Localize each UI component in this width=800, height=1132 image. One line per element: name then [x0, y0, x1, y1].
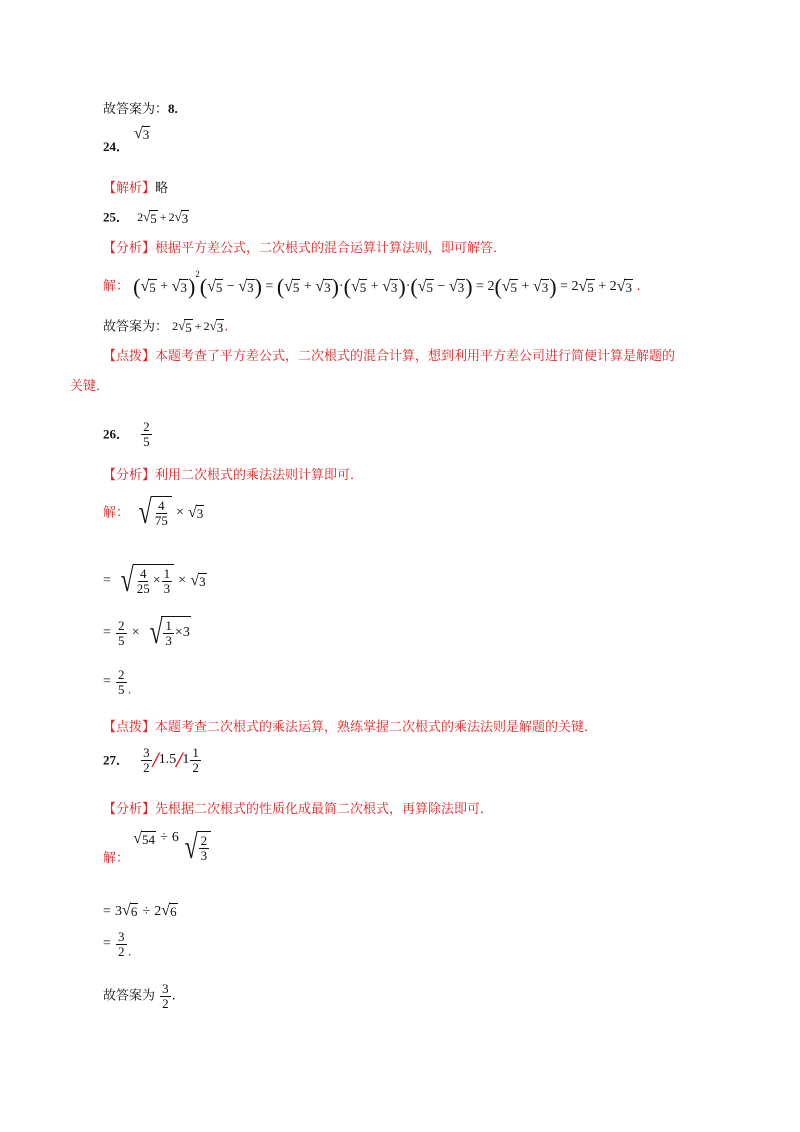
comment-25 — [103, 350, 675, 363]
answer-prefix: 故答案为： — [103, 102, 169, 117]
comment-text: 本题考查了平方差公式，二次根式的混合计算，想到利用平方差公司进行简便计算是解题的 — [155, 349, 676, 364]
solution-label: 解： — [103, 279, 130, 295]
problem-24-answer: √ 3 — [134, 125, 150, 142]
answer-line-25: 故答案为： 2 √ 5 + 2 √ 3 . — [103, 318, 229, 335]
problem-25-header — [103, 210, 189, 227]
solution-expression: ( √ 5 + √ 3 )$^2$( √ 5 − √ 3 ) = ( √ 5 + √ 3 )·( √ 5 + √ 3 )·( √ 5 − √ 3 ) = 2( √ 5 + √ 3 ) = 2 √ 5 + 2 √ 3 — [133, 269, 632, 299]
problem-26-header — [103, 420, 153, 448]
problem-number: 26． — [103, 426, 130, 442]
comment-text: 本题考查二次根式的乘法运算，熟练掌握二次根式的乘法法则是解题的关键． — [155, 720, 598, 735]
problem-27-header: 27． $\frac{3}{2}$ /1.5/1 $\frac{1}{2}$ — [103, 745, 199, 775]
answer-25: 2 √ 5 + 2 √ 3 — [137, 209, 189, 226]
analysis-text: 利用二次根式的乘法法则计算即可． — [155, 468, 364, 483]
comment-25-line2: 关键． — [70, 379, 110, 394]
problem-24-number — [103, 140, 129, 154]
analysis-25 — [103, 242, 506, 255]
explanation-tag: 【解析】 — [103, 181, 156, 196]
analysis-text: 根据平方差公式，二次根式的混合运算计算法则，即可解答． — [155, 241, 507, 256]
analysis-27 — [103, 803, 493, 816]
answer-line-27: 故答案为 $\frac{3}{2}$ . — [103, 981, 176, 1011]
answer-line-23 — [103, 102, 178, 116]
problem-number: 25． — [103, 209, 130, 225]
analysis-tag: 【分析】 — [103, 802, 156, 817]
analysis-tag: 【分析】 — [103, 468, 156, 483]
problem-number: 24． — [103, 139, 130, 154]
solution-25: 解： ( √ 5 + √ 3 )$^2$( √ 5 − √ 3 ) = ( √ 5 + √ 3 )·( √ 5 + √ 3 )·( √ 5 − √ 3 ) = 2( √ 5 + √ 3 ) = 2 √ 5 + 2 √ 3 . — [103, 269, 641, 299]
problem-number: 27． — [103, 752, 130, 768]
explanation-text: 略 — [155, 181, 169, 196]
answer-26: $\frac{2}{5}$ — [143, 419, 150, 449]
comment-tag: 【点拨】 — [103, 349, 156, 364]
solution-26-step1: 解： √ $\frac{4}{75}$ × √ 3 — [103, 494, 204, 531]
radicand: 3 — [142, 127, 150, 142]
analysis-text: 先根据二次根式的性质化成最简二次根式，再算除法即可． — [155, 802, 494, 817]
analysis-26 — [103, 469, 363, 482]
answer-prefix: 故答案为： — [103, 319, 169, 335]
comment-tag: 【点拨】 — [103, 720, 156, 735]
comment-26 — [103, 721, 597, 734]
explanation-24 — [103, 182, 168, 195]
solution-27-step1: 解： √ 54 ÷ 6 √ $\frac{2}{3}$ — [103, 831, 211, 865]
solution-26-step4: = $\frac{2}{5}$ . — [103, 667, 132, 698]
answer-prefix: 故答案为 — [103, 988, 156, 1004]
solution-26-step2: = √ $\frac{4}{25}$ × $\frac{1}{3}$ × √ 3 — [103, 562, 206, 599]
solution-label: 解： — [103, 505, 130, 521]
analysis-tag: 【分析】 — [103, 241, 156, 256]
solution-26-step3: = $\frac{2}{5}$ × √ $\frac{1}{3}$ ×3 — [103, 614, 190, 651]
solution-27-step2: = 3 √ 6 ÷ 2 √ 6 — [103, 902, 177, 919]
solution-27-step3: = $\frac{3}{2}$ . — [103, 929, 132, 960]
answer-value: 8. — [168, 101, 178, 116]
answer-value: 2 √ 5 + 2 √ 3 — [172, 318, 224, 335]
solution-label: 解： — [103, 851, 130, 866]
